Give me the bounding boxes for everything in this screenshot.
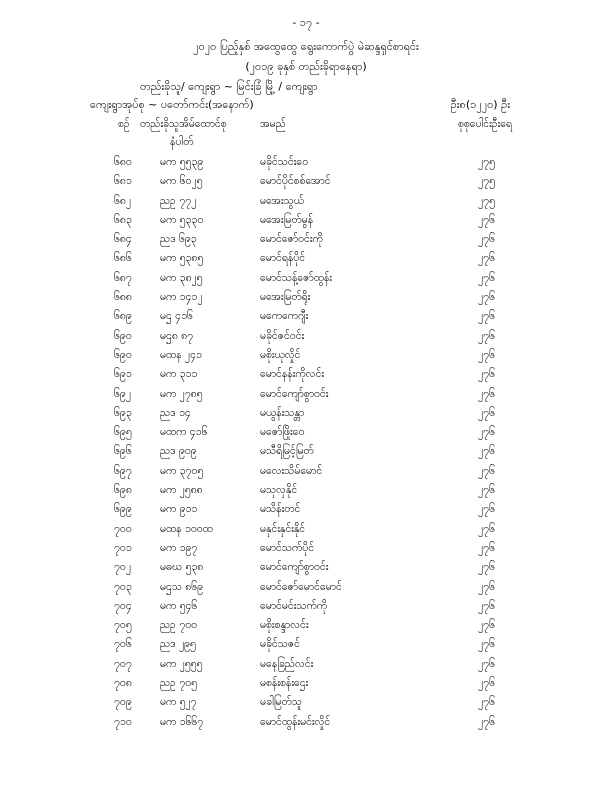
row-count: ၂၇၅: [478, 175, 495, 188]
row-number: ၇၀၃: [114, 580, 132, 593]
voter-name: မလေးသိမ်မောင်: [260, 464, 323, 477]
row-count: ၂၇၆: [478, 406, 495, 419]
voter-name: မောင်ဇော်ဝင်းကို: [260, 233, 323, 246]
voter-name: မခိုင်ဇင်ဝင်း: [260, 329, 305, 342]
household-number: ညဒ ၂၉၅: [160, 638, 196, 651]
header-household: တည်းခိုသူအိမ်ထောင်စု: [140, 118, 227, 130]
row-number: ၇၀၄: [114, 599, 132, 612]
voter-name: မနှင်းနှင်းနိုင်: [260, 522, 306, 535]
household-number: မက ၂၅၅၅: [160, 657, 203, 670]
table-row: [0, 175, 612, 194]
voter-name: မောင်နန်းကိုလင်း: [260, 368, 324, 381]
household-number: မဌ၈ ၈၇: [160, 329, 194, 342]
household-number: ညဒ ၉၀၉: [160, 445, 197, 458]
header-name: အမည်: [260, 118, 286, 130]
row-count: ၂၇၆: [478, 657, 495, 670]
table-row: [0, 426, 612, 445]
row-count: ၂၇၆: [478, 677, 495, 690]
row-number: ၇၀၁: [114, 541, 132, 554]
household-number: မထန ၂၄၁: [160, 348, 202, 361]
table-row: [0, 310, 612, 329]
table-row: [0, 156, 612, 175]
row-number: ၆၉၃: [114, 406, 132, 419]
row-number: ၆၉၈: [114, 484, 132, 497]
household-number: မဌသ ၈၆၉: [160, 580, 204, 593]
row-number: ၇၀၇: [114, 657, 132, 670]
household-number: ညဥ ၇၀၅: [160, 677, 198, 690]
table-row: [0, 484, 612, 503]
row-number: ၇၁၀: [114, 715, 132, 728]
household-number: မက ၅၅၃၉: [160, 156, 204, 168]
table-row: [0, 503, 612, 522]
row-number: ၆၉၀: [114, 329, 132, 342]
household-number: မက ၁၉၇: [160, 541, 198, 554]
row-count: ၂၇၆: [478, 561, 495, 574]
voter-name: မသီရိမြင့်မြတ်: [260, 445, 314, 458]
table-row: [0, 658, 612, 677]
voter-name: မောင်ကျော်စွာဝင်း: [260, 387, 329, 400]
household-number: မက ၃၁၁: [160, 368, 198, 381]
household-number: မက ၅၃၈၅: [160, 252, 204, 265]
total-count: ဦး၈(၁၂၂၀) ဦး: [450, 98, 510, 111]
row-number: ၆၈၂: [114, 194, 132, 207]
voter-name: မောင်ပိုင်စစ်အောင်: [260, 175, 331, 188]
row-count: ၂၇၆: [478, 233, 495, 246]
row-number: ၆၈၀: [114, 156, 132, 168]
row-number: ၆၉၆: [114, 445, 132, 458]
table-row: [0, 677, 612, 696]
header-no: စဉ်: [118, 118, 130, 130]
row-number: ၆၉၇: [114, 464, 132, 477]
voter-name: မခိုင်သင်း၀ေ: [260, 156, 309, 168]
table-row: [0, 195, 612, 214]
row-count: ၂၇၆: [478, 368, 495, 381]
table-row: [0, 600, 612, 619]
row-number: ၇၀၀: [114, 522, 132, 535]
row-number: ၆၉၂: [114, 387, 131, 400]
row-count: ၂၇၅: [478, 194, 495, 207]
voter-name: မနေခြည်လင်း: [260, 657, 314, 670]
voter-name: မကေကေဂျီး: [260, 310, 309, 323]
row-count: ၂၇၆: [478, 580, 495, 593]
row-count: ၂၇၆: [478, 271, 495, 284]
household-number: ညဥ ၇၀၀: [160, 619, 198, 632]
row-number: ၇၀၉: [114, 696, 132, 709]
household-number: မက ၅၂၇: [160, 696, 197, 709]
household-number: မက ၃၈၂၅: [160, 271, 203, 284]
row-count: ၂၇၆: [478, 638, 495, 651]
voter-name: မောင်သက်ပိုင်: [260, 541, 315, 554]
row-count: ၂၇၆: [478, 503, 495, 516]
table-row: [0, 581, 612, 600]
village-tract: ကျေးရွာအုပ်စု ~ ပတော်ကင်း(အနောက်): [90, 98, 254, 111]
row-count: ၂၇၆: [478, 445, 495, 458]
row-count: ၂၇၅: [478, 156, 495, 168]
voter-name: မစန်းစန်းဌေး: [260, 677, 309, 690]
row-count: ၂၇၆: [478, 426, 495, 439]
table-row: [0, 465, 612, 484]
document-subtitle: (၂၀၁၉ ခုနှစ် တည်းခိုရာနေရာ): [245, 60, 367, 73]
row-count: ၂၇၆: [478, 310, 495, 323]
table-row: [0, 542, 612, 561]
voter-name: မောင်မင်းသက်ကို: [260, 599, 328, 612]
row-count: ၂၇၆: [478, 329, 495, 342]
row-count: ၂၇၆: [478, 464, 495, 477]
household-number: ညဒ ၁၄: [160, 406, 191, 419]
table-row: [0, 619, 612, 638]
row-count: ၂၇၆: [478, 541, 495, 554]
table-row: [0, 349, 612, 368]
household-number: မက ၁၆၆၇: [160, 715, 204, 728]
household-number: မဌ ၄၁၆: [160, 310, 193, 323]
location-line: တည်းခိုသူ/ ကျေးရွာ ~ မြင်းခြံ မြို့ / ကျေးရွာ: [140, 80, 318, 93]
household-number: မက ၆၀၂၅: [160, 175, 203, 188]
table-row: [0, 638, 612, 657]
row-count: ၂၇၆: [478, 484, 495, 497]
header-count: စုစုပေါင်းဦးရေ: [457, 118, 512, 130]
table-row: [0, 523, 612, 542]
row-count: ၂၇၆: [478, 696, 495, 709]
table-row: [0, 368, 612, 387]
header-household-sub: နံပါတ်: [170, 136, 194, 148]
table-row: [0, 214, 612, 233]
household-number: မထန ၁၀၀ထ: [160, 522, 213, 535]
row-number: ၆၉၉: [114, 503, 132, 516]
row-number: ၆၈၇: [114, 271, 132, 284]
household-number: မထက ၄၁၆: [160, 426, 208, 439]
household-number: ညဥ ၇၇၂: [160, 194, 197, 207]
row-count: ၂၇၆: [478, 599, 495, 612]
voter-name: မောင်ရန်ပိုင်: [260, 252, 306, 265]
voter-name: မဇော်ဖြိုး၀ေ: [260, 426, 305, 439]
voter-name: မောင်ထွန်းမင်းလှိုင်: [260, 715, 331, 728]
voter-name: မစိုးစန္ဒာလင်း: [260, 619, 309, 632]
row-number: ၆၈၃: [114, 213, 132, 226]
household-number: မက ၁၄၁၂: [160, 291, 203, 304]
row-number: ၇၀၅: [114, 619, 132, 632]
row-number: ၇၀၂: [114, 561, 131, 574]
household-number: မက ၅၃၃၀: [160, 213, 204, 226]
household-number: မက ၉၁၁: [160, 503, 198, 516]
household-number: ညဒ ၆၉၃: [160, 233, 197, 246]
row-count: ၂၇၆: [478, 291, 495, 304]
voter-name: မအေးသွယ်: [260, 194, 304, 207]
voter-name: မောင်ဇော်မောင်မောင်: [260, 580, 342, 593]
row-number: ၆၉၀: [114, 348, 132, 361]
row-number: ၆၉၁: [114, 368, 132, 381]
voter-name: မယွန်းသန္တာ: [260, 406, 305, 419]
row-count: ၂၇၆: [478, 715, 495, 728]
household-number: မဓဃ ၅၃၈: [160, 561, 204, 574]
table-row: [0, 445, 612, 464]
household-number: မက ၃၇၀၅: [160, 464, 204, 477]
row-number: ၆၉၅: [114, 426, 132, 439]
voter-name: မအေးမြတ်မွန်: [260, 213, 314, 226]
table-row: [0, 291, 612, 310]
table-row: [0, 330, 612, 349]
row-count: ၂၇၆: [478, 252, 495, 265]
table-row: [0, 233, 612, 252]
voter-name: မစိုးယုလှိုင်: [260, 348, 301, 361]
table-row: [0, 252, 612, 271]
page-number: - ၁၇ -: [292, 16, 320, 29]
row-number: ၇၀၆: [114, 638, 132, 651]
voter-name: မောင်ကျော်စွာဝင်း: [260, 561, 329, 574]
household-number: မက ၂၅၈၈: [160, 484, 203, 497]
table-row: [0, 272, 612, 291]
row-count: ၂၇၆: [478, 213, 495, 226]
table-row: [0, 407, 612, 426]
voter-name: မောင်သန့်ဇော်ထွန်း: [260, 271, 332, 284]
row-number: ၇၀၈: [114, 677, 132, 690]
row-number: ၆၈၁: [114, 175, 132, 188]
row-number: ၆၈၆: [114, 252, 132, 265]
voter-name: မအေးမြတ်ရိုး: [260, 291, 311, 304]
row-count: ၂၇၆: [478, 522, 495, 535]
table-row: [0, 561, 612, 580]
row-count: ၂၇၆: [478, 387, 495, 400]
voter-name: မခါမြတ်သူ: [260, 696, 302, 709]
row-number: ၆၈၄: [114, 233, 132, 246]
row-count: ၂၇၆: [478, 348, 495, 361]
table-row: [0, 716, 612, 735]
voter-name: မခိုင်သဇင်: [260, 638, 300, 651]
household-number: မက ၅၄၆: [160, 599, 198, 612]
household-number: မက ၂၇၈၅: [160, 387, 203, 400]
voter-name: မသုလှနိုင်: [260, 484, 298, 497]
row-count: ၂၇၆: [478, 619, 495, 632]
row-number: ၆၈၉: [114, 310, 132, 323]
row-number: ၆၈၈: [114, 291, 132, 304]
document-title: ၂၀၂၀ ပြည့်နှစ် အထွေထွေ ရွေးကောက်ပွဲ မဲဆန္ဒရှင်စာရင်း: [193, 40, 419, 53]
voter-name: မသိန်းတင်: [260, 503, 301, 516]
voter-list: [0, 156, 612, 735]
table-row: [0, 388, 612, 407]
table-row: [0, 696, 612, 715]
